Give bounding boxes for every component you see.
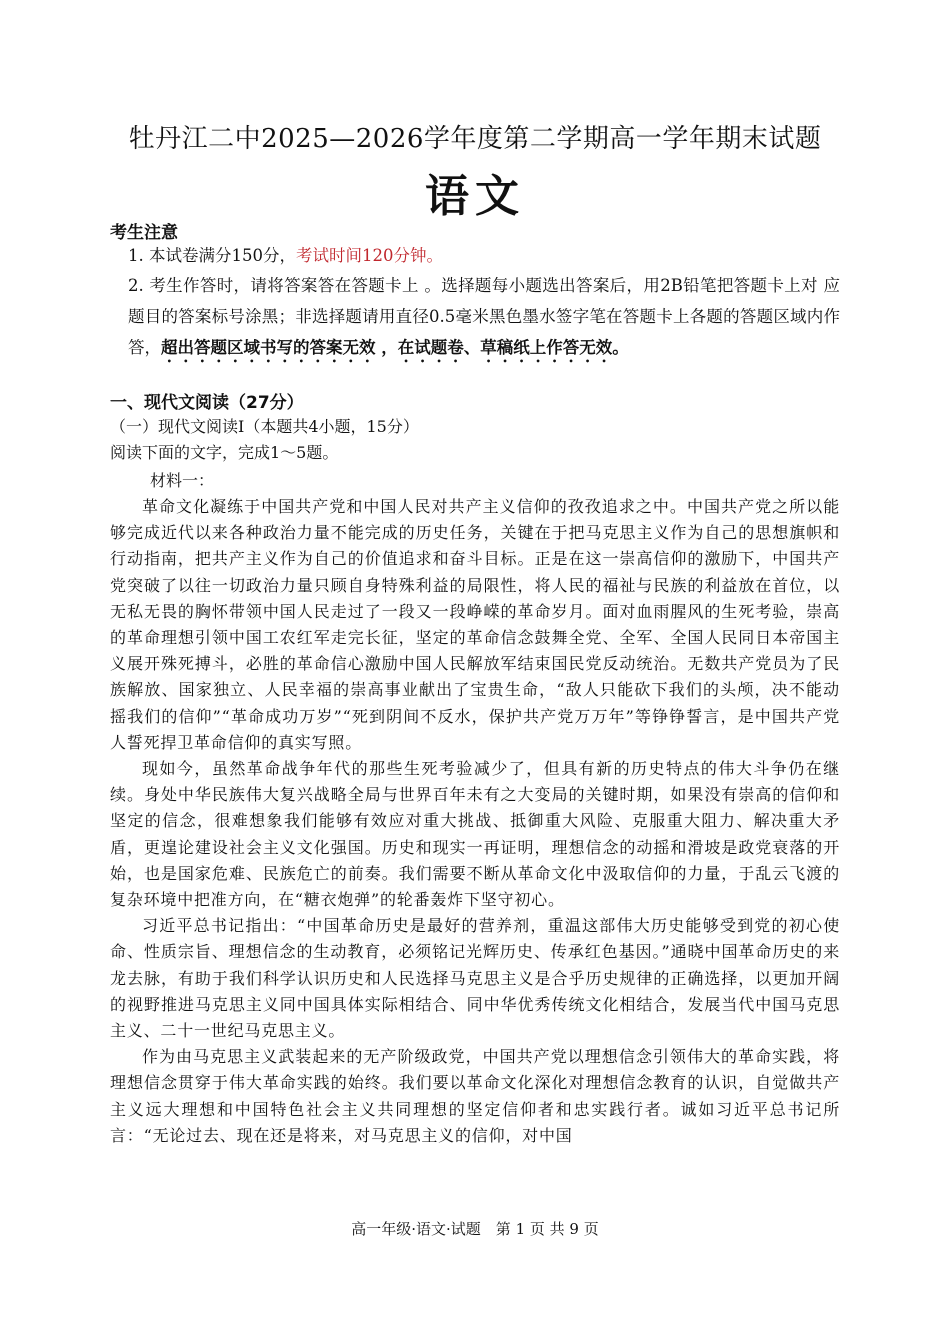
notice-item-1-text: 1. 本试卷满分150分， [128,246,296,265]
section-subheading: （一）现代文阅读Ⅰ（本题共4小题，15分） [110,417,419,436]
section-heading: 一、现代文阅读（27分） [110,393,304,413]
exam-time-note: 考试时间120分钟。 [295,246,443,265]
exam-title: 牡丹江二中2025—2026学年度第二学期高一学年期末试题 [128,124,822,154]
reading-instruction: 阅读下面的文字，完成1～5题。 [110,443,339,462]
notice-separator: ， [375,338,398,357]
page-footer: 高一年级·语文·试题 第 1 页 共 9 页 [351,1220,599,1238]
passage-paragraph-3: 习近平总书记指出：“中国革命历史是最好的营养剂，重温这部伟大历史能够受到党的初心使命、性质宗旨、理想信念的生动教育，必须铭记光辉历史、传承红色基因。”通晓中国革命历史的来龙去脉，有助于我们科学认识历史和人民选择马克思主义是合乎历史规律的正确选择，以更加开阔的视野推进马克思主义同中国具体实际相结合、同中华优秀传统文化相结合，发展当代中国马克思主义、二十一世纪马克思主义。 [110,916,840,1041]
passage-body [110,494,840,1149]
material-label: 材料一： [150,471,215,490]
notice-item-2-text: 2. 考生作答时，请将答案答在答题卡上 。选择题每小题选出答案后，用2B铅笔把答题卡上对 应题目的答案标号涂黑；非选择题请用直径0.5毫米黑色墨水签字笔在答题卡上各题的答题区域内作答， [128,276,840,357]
passage-paragraph-2: 现如今，虽然革命战争年代的那些生死考验减少了，但具有新的历史特点的伟大斗争仍在继续。身处中华民族伟大复兴战略全局与世界百年未有之大变局的关键时期，如果没有崇高的信仰和坚定的信念，很难想象我们能够有效应对重大挑战、抵御重大风险、克服重大阻力、解决重大矛盾，更遑论建设社会主义文化强国。历史和现实一再证明，理想信念的动摇和滑坡是政党衰落的开始，也是国家危难、民族危亡的前奏。我们需要不断从革命文化中汲取信仰的力量，于乱云飞渡的复杂环境中把准方向，在“糖衣炮弹”的轮番轰炸下坚守初心。 [110,759,840,910]
subject-title: 语文 [425,171,525,222]
passage-paragraph-1: 革命文化凝练于中国共产党和中国人民对共产主义信仰的孜孜追求之中。中国共产党之所以能够完成近代以来各种政治力量不能完成的历史任务，关键在于把马克思主义作为自己的思想旗帜和行动指南，把共产主义作为自己的价值追求和奋斗目标。正是在这一崇高信仰的激励下，中国共产党突破了以往一切政治力量只顾自身特殊利益的局限性，将人民的福祉与民族的利益放在首位，以无私无畏的胸怀带领中国人民走过了一段又一段峥嵘的革命岁月。面对血雨腥风的生死考验，崇高的革命理想引领中国工农红军走完长征，坚定的革命信念鼓舞全党、全军、全国人民同日本帝国主义展开殊死搏斗，必胜的革命信心激励中国人民解放军结束国民党反动统治。无数共产党员为了民族解放、国家独立、人民幸福的崇高事业献出了宝贵生命，“敌人只能砍下我们的头颅，决不能动摇我们的信仰”“革命成功万岁”“死到阴间不反水，保护共产党万万年”等铮铮誓言，是中国共产党人誓死捍卫革命信仰的真实写照。 [110,497,840,752]
passage-paragraph-4: 作为由马克思主义武装起来的无产阶级政党，中国共产党以理想信念引领伟大的革命实践，将理想信念贯穿于伟大革命实践的始终。我们要以革命文化深化对理想信念教育的认识，自觉做共产主义远大理想和中国特色社会主义共同理想的坚定信仰者和忠实践行者。诚如习近平总书记所言：“无论过去、现在还是将来，对马克思主义的信仰，对中国 [110,1047,840,1145]
notice-item-1 [128,240,840,271]
notice-heading: 考生注意 [110,223,178,243]
notice-item-2 [128,270,840,366]
invalid-answer-note-2: 在试题卷、草稿纸上作答无效。 [397,338,629,357]
invalid-answer-note-1: 超出答题区域书写的答案无效 [161,338,376,357]
